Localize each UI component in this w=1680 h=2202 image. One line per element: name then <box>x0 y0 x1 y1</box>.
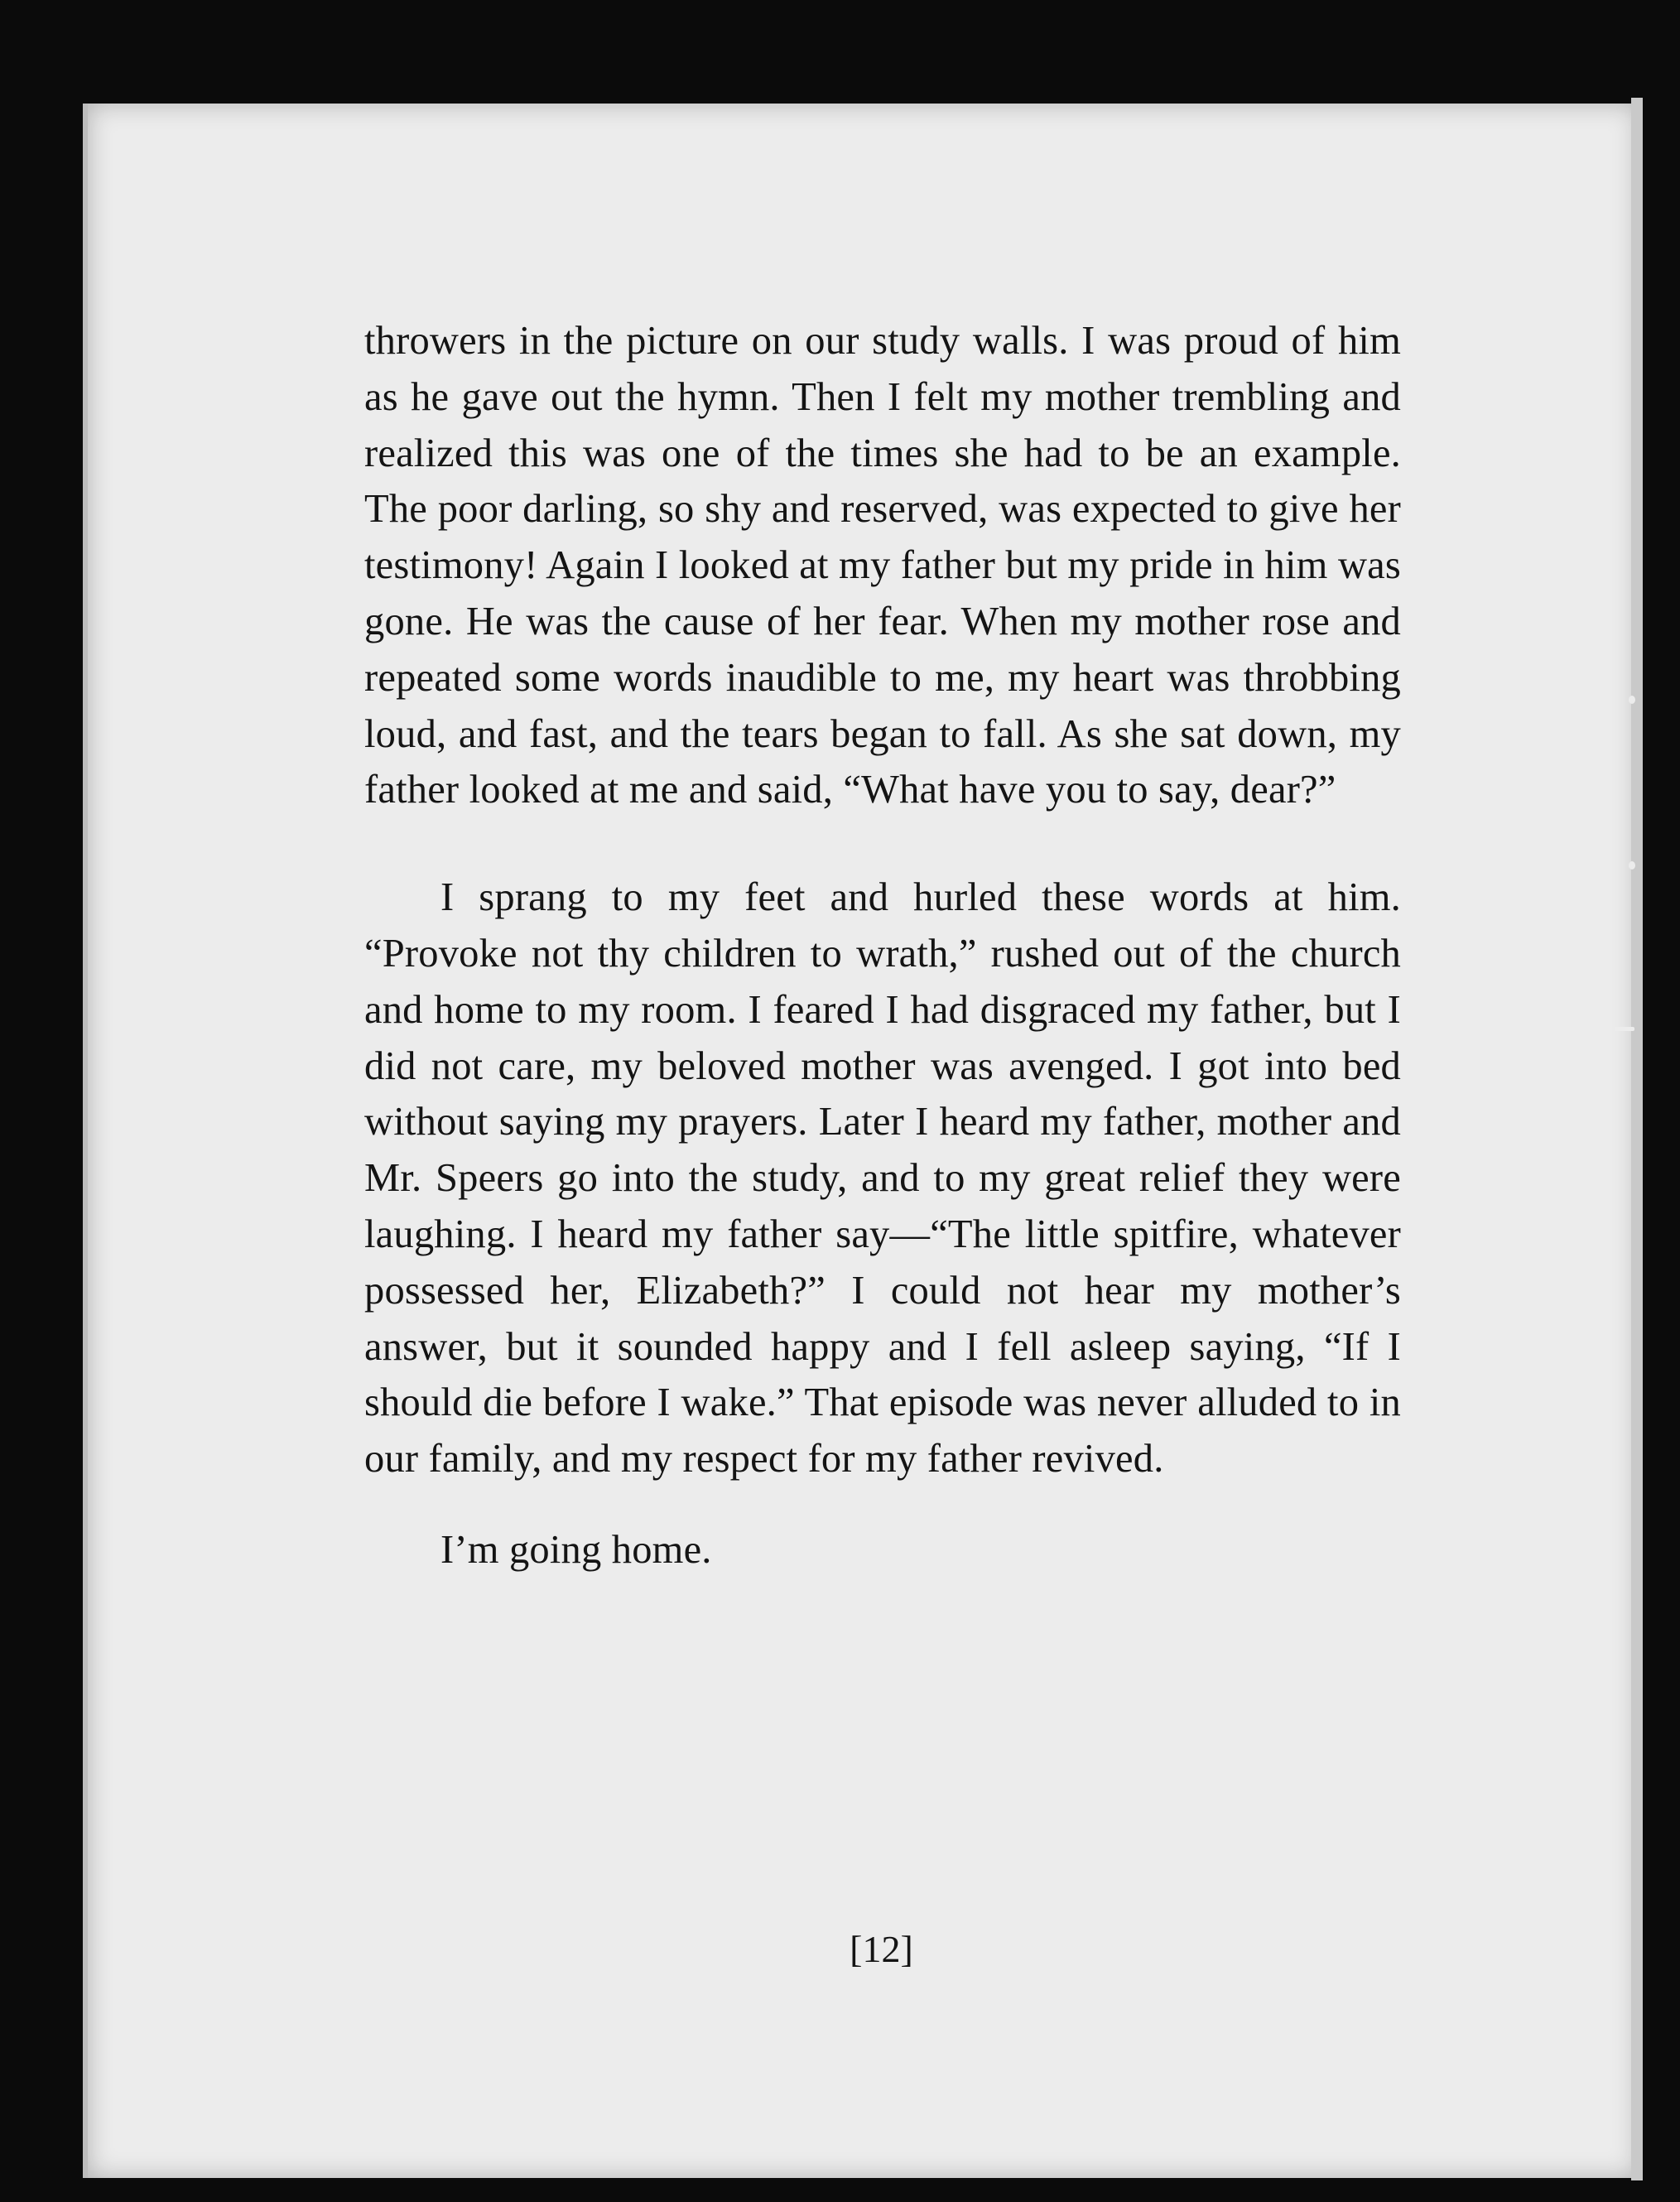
scan-speck <box>1629 861 1635 870</box>
page-number-label: [12] <box>850 1928 913 1970</box>
page-text <box>364 313 1401 1578</box>
scan-speck <box>1629 696 1635 704</box>
scan-speck <box>1615 1027 1634 1031</box>
paragraph: I sprang to my feet and hurled these words at him. “Provoke not thy children to wrath,” rushed out of the church and home to my room. I feared I had disgraced my father, but I did not care, my beloved mother was avenged. I got into bed without saying my prayers. Later I heard my father, mother and Mr. Speers go into the study, and to my great relief they were laughing. I heard my father say—“The little spitfire, whatever possessed her, Elizabeth?” I could not hear my mother’s answer, but it sounded happy and I fell asleep saying, “If I should die before I wake.” That episode was never alluded to in our family, and my respect for my father revived. <box>364 875 1401 1482</box>
paragraph: I’m going home. <box>440 1527 712 1572</box>
page-right-edge <box>1631 98 1643 2180</box>
page-number <box>0 1925 1680 1974</box>
paragraph: throwers in the picture on our study walls. I was proud of him as he gave out the hymn. Then I felt my mother trembling and realized this was one of the times she had to be an example. The poor darling, so shy and reserved, was expected to give her testimony! Again I looked at my father but my pride in him was gone. He was the cause of her fear. When my mother rose and repeated some words inaudible to me, my heart was throbbing loud, and fast, and the tears began to fall. As she sat down, my father looked at me and said, “What have you to say, dear?” <box>364 319 1401 812</box>
